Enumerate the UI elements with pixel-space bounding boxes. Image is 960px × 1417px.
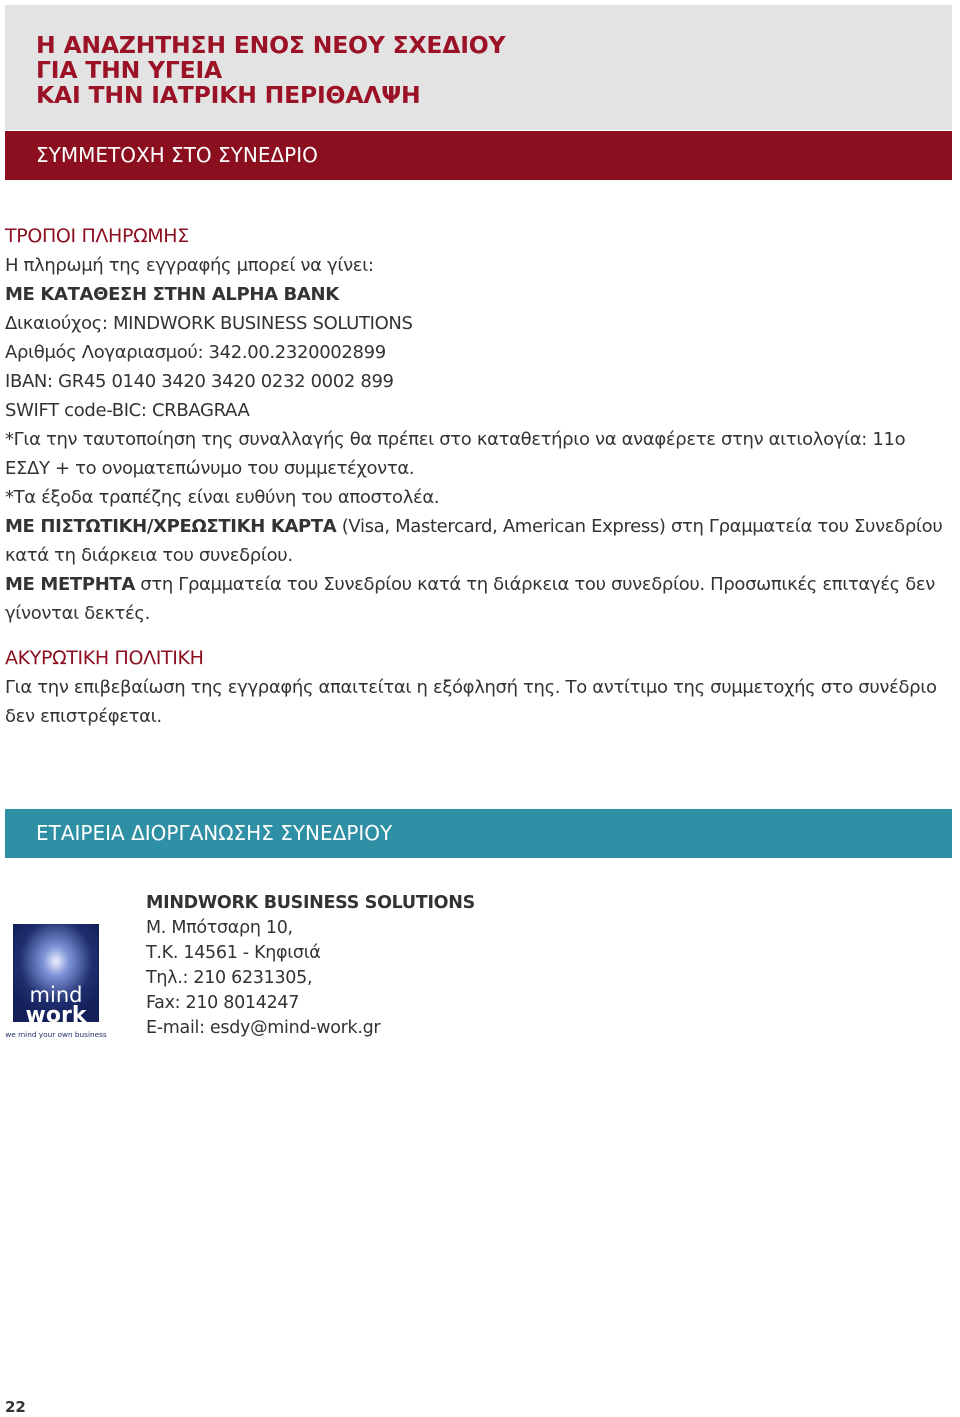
mindwork-logo (3, 924, 113, 1040)
cash-text: στη Γραμματεία του Συνεδρίου κατά τη διάρκεια του συνεδρίου. Προσωπικές επιταγές δεν γίνονται δεκτές. (5, 574, 935, 624)
cash-label: ΜΕ ΜΕΤΡΗΤΑ (5, 574, 135, 595)
payment-intro: Η πληρωμή της εγγραφής μπορεί να γίνει: (5, 255, 374, 276)
participation-banner: ΣΥΜΜΕΤΟΧΗ ΣΤΟ ΣΥΝΕΔΡΙΟ (5, 131, 952, 180)
title-line: ΓΙΑ ΤΗΝ ΥΓΕΙΑ (36, 56, 223, 84)
payment-heading: ΤΡΟΠΟΙ ΠΛΗΡΩΜΗΣ (5, 225, 189, 247)
bank-fees-note: *Τα έξοδα τραπέζης είναι ευθύνη του αποστολέα. (5, 487, 440, 508)
logo-word-mind: mind (29, 983, 83, 1007)
page-number: 22 (5, 1398, 26, 1416)
title-line: ΚΑΙ ΤΗΝ ΙΑΤΡΙΚΗ ΠΕΡΙΘΑΛΨΗ (36, 81, 421, 109)
identification-note: *Για την ταυτοποίηση της συναλλαγής θα πρέπει στο καταθετήριο να αναφέρετε στην αιτιολογία: 11ο ΕΣΔΥ + το ονοματεπώνυμο του συμμετέχοντα. (5, 429, 906, 479)
cancellation-text: Για την επιβεβαίωση της εγγραφής απαιτείται η εξόφλησή της. Το αντίτιμο της συμμετοχής στο συνέδριο δεν επιστρέφεται. (5, 677, 937, 727)
cash-payment (5, 570, 955, 628)
organizer-address: Μ. Μπότσαρη 10, (146, 918, 293, 938)
account-number-line: Αριθμός Λογαριασμού: 342.00.2320002899 (5, 342, 386, 363)
organizer-phone: Τηλ.: 210 6231305, (146, 968, 313, 988)
organizer-banner: ΕΤΑΙΡΕΙΑ ΔΙΟΡΓΑΝΩΣΗΣ ΣΥΝΕΔΡΙΟΥ (5, 809, 952, 858)
organizer-contact (146, 891, 475, 1041)
card-text: (Visa, Mastercard, American Express) στη Γραμματεία του Συνεδρίου κατά τη διάρκεια του συνεδρίου. (5, 516, 943, 566)
organizer-email: E-mail: esdy@mind-work.gr (146, 1018, 381, 1038)
title-line: Η ΑΝΑΖΗΤΗΣΗ ΕΝΟΣ ΝΕΟΥ ΣΧΕΔΙΟΥ (36, 31, 506, 59)
logo-word-work: work (25, 1003, 87, 1028)
page-title (36, 33, 505, 108)
organizer-fax: Fax: 210 8014247 (146, 993, 300, 1013)
bank-heading: ΜΕ ΚΑΤΑΘΕΣΗ ΣΤΗΝ ALPHA BANK (5, 284, 339, 305)
payment-content (5, 222, 955, 731)
card-payment (5, 512, 955, 570)
swift-line: SWIFT code-BIC: CRBAGRAA (5, 400, 250, 421)
spacer (5, 628, 955, 644)
iban-line: IBAN: GR45 0140 3420 3420 0232 0002 899 (5, 371, 394, 392)
cancellation-heading: ΑΚΥΡΩΤΙΚΗ ΠΟΛΙΤΙΚΗ (5, 647, 204, 669)
organizer-postal-code: Τ.Κ. 14561 - Κηφισιά (146, 943, 321, 963)
logo-tagline: we mind your own business (5, 1030, 107, 1039)
beneficiary-line: Δικαιούχος: MINDWORK BUSINESS SOLUTIONS (5, 313, 413, 334)
organizer-name: MINDWORK BUSINESS SOLUTIONS (146, 893, 475, 913)
card-label: ΜΕ ΠΙΣΤΩΤΙΚΗ/ΧΡΕΩΣΤΙΚΗ ΚΑΡΤΑ (5, 516, 337, 537)
